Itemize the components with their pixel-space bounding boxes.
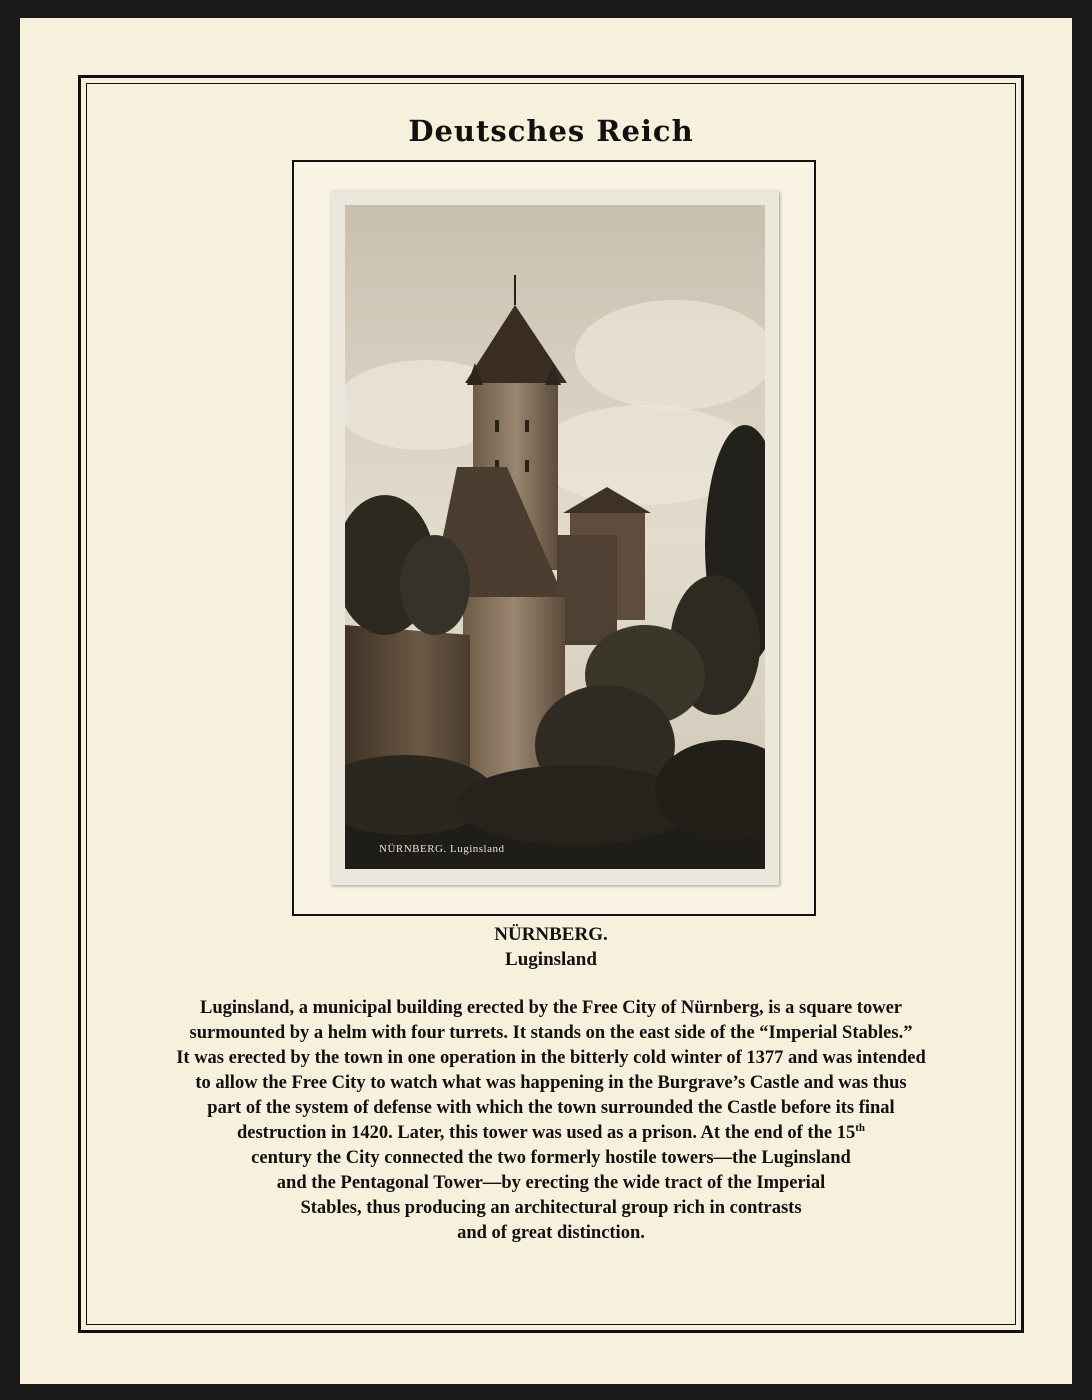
album-page [20,18,1072,1384]
inner-border [86,83,1016,1325]
description-line-with-superscript [117,1121,985,1146]
page-heading: Deutsches Reich [408,114,694,148]
description-line: Stables, thus producing an architectural group rich in contrasts [300,1198,802,1218]
description-line: It was erected by the town in one operation in the bitterly cold winter of 1377 and was intended [176,1048,926,1068]
description-line: Luginsland, a municipal building erected by the Free City of Nürnberg, is a square tower [199,998,902,1018]
description-line: century the City connected the two formerly hostile towers—the Luginsland [251,1148,851,1168]
postcard-caption: NÜRNBERG. Luginsland [379,843,505,855]
description-line: surmounted by a helm with four turrets. It stands on the east side of the “Imperial Stables.” [189,1023,913,1043]
postcard-mount [292,160,816,916]
caption-subtitle: Luginsland [505,949,597,970]
postcard-photo [345,205,765,869]
description-line: part of the system of defense with which the town surrounded the Castle before its final [207,1098,895,1118]
outer-border [78,75,1024,1333]
description-line: and the Pentagonal Tower—by erecting the wide tract of the Imperial [276,1173,826,1193]
description-line: destruction in 1420. Later, this tower was used as a prison. At the end of the 15 [236,1123,856,1143]
postcard [331,191,779,885]
caption-title: NÜRNBERG. [494,924,608,945]
luginsland-tower-photo [345,205,765,869]
description-line: to allow the Free City to watch what was happening in the Burgrave’s Castle and was thus [195,1073,907,1093]
description-paragraph [117,996,985,1246]
description-line: and of great distinction. [457,1223,645,1243]
ordinal-superscript: th [855,1121,865,1134]
caption-title-block [87,922,1015,972]
